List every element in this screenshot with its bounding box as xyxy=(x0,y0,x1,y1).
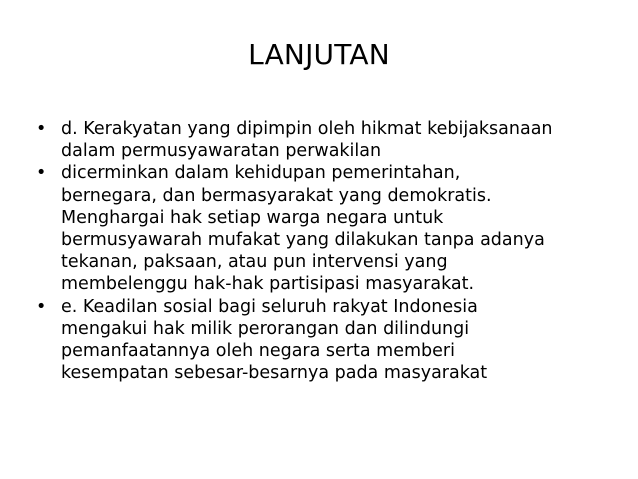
bullet-list xyxy=(36,118,626,384)
bullet-text-3: e. Keadilan sosial bagi seluruh rakyat Indonesia mengakui hak milik perorangan dan dilindungi pemanfaatannya oleh negara serta memberi kesempatan sebesar-besarnya pada masyarakat xyxy=(61,296,488,384)
bullet-item-3 xyxy=(36,296,626,385)
bullet-text-2: dicerminkan dalam kehidupan pemerintahan, bernegara, dan bermasyarakat yang demokratis. Menghargai hak setiap warga negara untuk bermusyawarah mufakat yang dilakukan tanpa adanya tekanan, paksaan, atau pun intervensi yang membelenggu hak-hak partisipasi masyarakat. xyxy=(61,163,545,295)
slide-title: LANJUTAN xyxy=(248,38,390,71)
bullet-item-1 xyxy=(36,118,626,162)
bullet-glyph: • xyxy=(36,119,47,139)
bullet-text-1: d. Kerakyatan yang dipimpin oleh hikmat kebijaksanaan dalam permusyawaratan perwakilan xyxy=(61,119,553,162)
bullet-glyph: • xyxy=(36,296,47,317)
bullet-glyph: • xyxy=(36,163,47,184)
bullet-item-2 xyxy=(36,162,626,295)
